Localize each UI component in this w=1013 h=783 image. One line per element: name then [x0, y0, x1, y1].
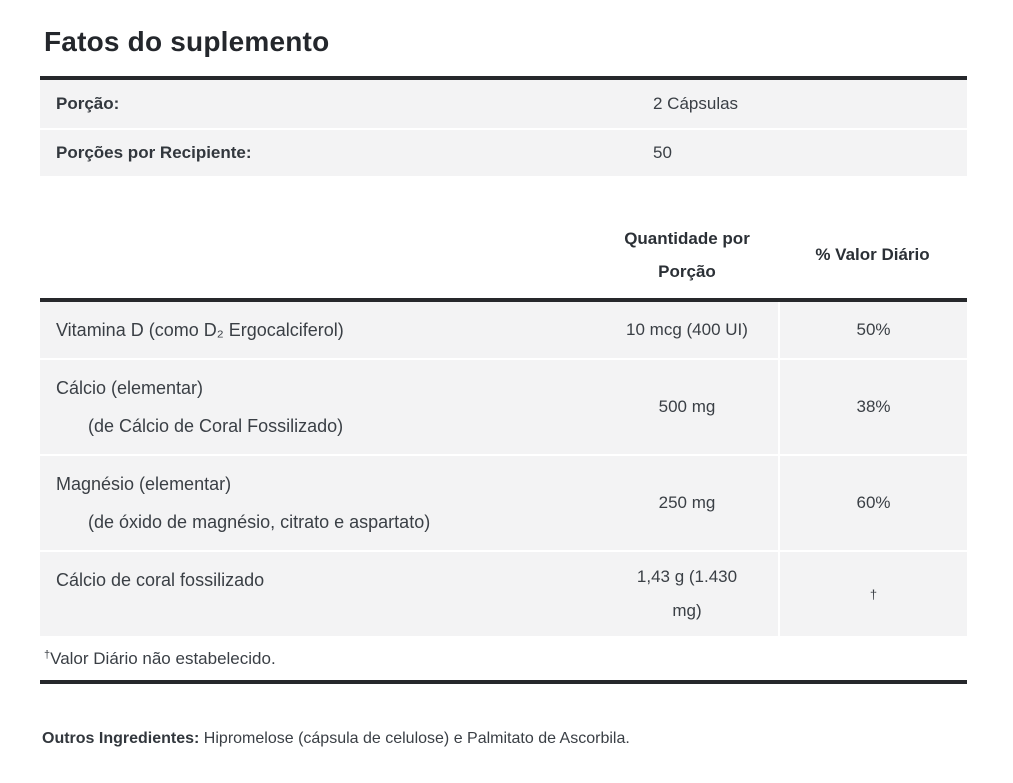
other-ingredients-text: Hipromelose (cápsula de celulose) e Palmitato de Ascorbila.: [199, 730, 630, 747]
nutrient-amount: [596, 456, 778, 550]
other-ingredients-label: Outros Ingredientes:: [42, 730, 200, 747]
amount-header-line-2: Porção: [658, 262, 716, 281]
servings-per-container-label: Porções por Recipiente:: [56, 143, 252, 162]
nutrient-name: [40, 552, 596, 636]
footer-rule: [40, 680, 967, 684]
serving-info-table: [40, 80, 967, 176]
nutrient-amount: [596, 360, 778, 454]
nutrient-amount-line: mg): [672, 601, 702, 620]
nutrient-amount-line: 500 mg: [658, 397, 716, 416]
serving-size-row: [40, 80, 967, 128]
nutrient-amount-line: 1,43 g (1.430: [636, 567, 738, 586]
serving-size-label: Porção:: [56, 94, 120, 113]
page-title: Fatos do suplemento: [44, 26, 330, 57]
serving-size-value: 2 Cápsulas: [653, 94, 739, 113]
nutrient-amount-line: 10 mcg (400 UI): [626, 320, 748, 339]
daily-value-footnote: [40, 636, 967, 680]
nutrient-daily-value: †: [778, 552, 967, 636]
amount-per-serving-header: [596, 222, 778, 288]
nutrient-amount: [596, 552, 778, 636]
nutrient-amount: [596, 302, 778, 358]
nutrient-name-line: Cálcio de coral fossilizado: [56, 570, 265, 590]
table-row: [40, 302, 967, 358]
other-ingredients-line: [40, 730, 967, 748]
footnote-text: Valor Diário não estabelecido.: [50, 649, 276, 668]
nutrient-amount-line: 250 mg: [658, 493, 716, 512]
nutrient-name-line: Magnésio (elementar): [56, 474, 232, 494]
nutrient-name-line: (de óxido de magnésio, citrato e aspartato): [88, 512, 431, 532]
nutrient-daily-value: 60%: [778, 456, 967, 550]
table-row: [40, 454, 967, 550]
daily-value-header: % Valor Diário: [815, 245, 930, 264]
dagger-symbol: †: [44, 649, 51, 661]
servings-per-container-value: 50: [653, 143, 672, 162]
nutrient-name: [40, 360, 596, 454]
table-row: [40, 358, 967, 454]
servings-per-container-row: [40, 128, 967, 176]
nutrient-name-line: Vitamina D (como D₂ Ergocalciferol): [56, 320, 344, 340]
nutrient-name-line: Cálcio (elementar): [56, 378, 204, 398]
nutrient-table-header: [40, 212, 967, 298]
nutrient-name: [40, 456, 596, 550]
table-row: [40, 550, 967, 636]
amount-header-line-1: Quantidade por: [624, 229, 750, 248]
nutrient-table: [40, 302, 967, 636]
nutrient-name-line: (de Cálcio de Coral Fossilizado): [88, 416, 344, 436]
nutrient-name: [40, 302, 596, 358]
nutrient-daily-value: 38%: [778, 360, 967, 454]
nutrient-daily-value: 50%: [778, 302, 967, 358]
